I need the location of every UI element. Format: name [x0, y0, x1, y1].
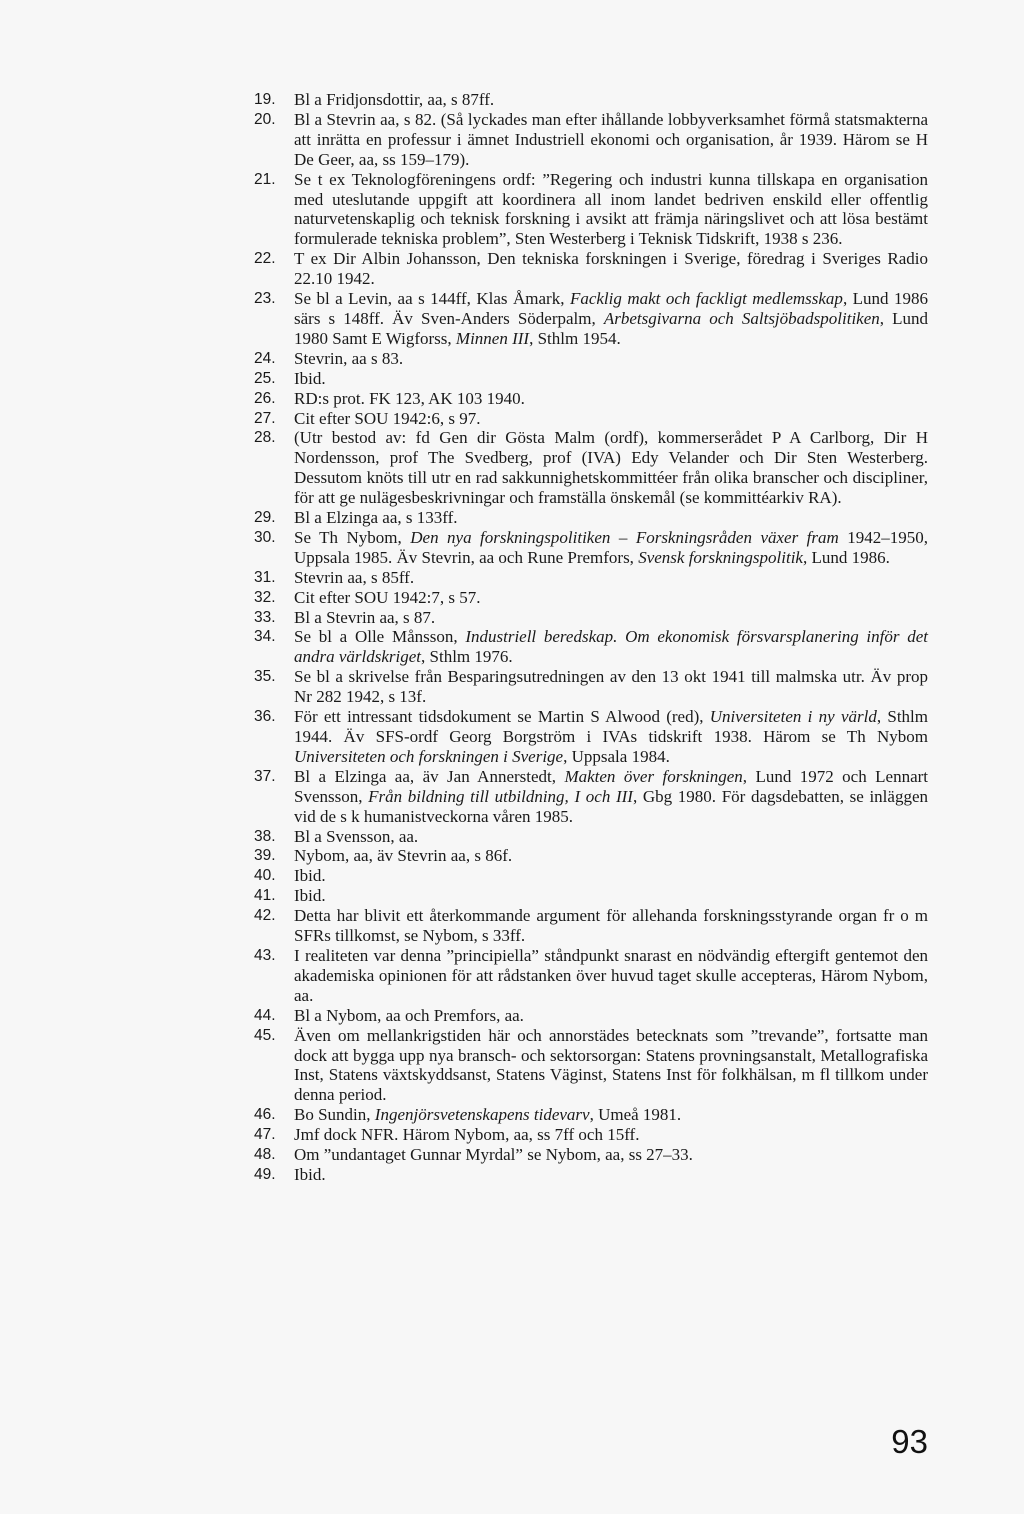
footnote-text-part: , Uppsala 1984.: [563, 746, 670, 766]
footnote-text-part: , Umeå 1981.: [589, 1105, 682, 1125]
footnote-title: Från bildning till utbildning, I och III: [368, 786, 633, 806]
footnote-text: Stevrin, aa s 83.: [294, 348, 404, 368]
footnote-number: 40.: [254, 867, 276, 885]
footnote-item: [254, 946, 928, 1006]
footnote-number: 23.: [254, 290, 276, 308]
footnote-number: 49.: [254, 1165, 276, 1183]
footnote-text: Cit efter SOU 1942:7, s 57.: [294, 587, 481, 607]
footnote-item: [254, 707, 928, 767]
footnote-text: Ibid.: [294, 886, 326, 906]
footnote-title: Ingenjörsvetenskapens tidevarv: [374, 1105, 590, 1125]
footnote-text: Om ”undantaget Gunnar Myrdal” se Nybom, aa, ss 27–33.: [294, 1145, 693, 1165]
footnote-number: 32.: [254, 588, 276, 606]
footnote-text-part: , Lund 1972 och Lennart Svensson,: [294, 766, 929, 806]
footnote-text: Även om mellankrigstiden här och annorstädes betecknats som ”trevande”, fortsatte man dock att bygga upp nya bransch- och sektorsorgan: Statens provningsanstalt, Metallografiska Inst, Statens växtskyddsanst, Statens Väginst, Statens Inst för folkhälsan, m fl tillkom under denna period.: [294, 1025, 928, 1105]
footnote-item: [254, 90, 928, 110]
footnote-item: [254, 170, 928, 250]
footnote-item: [254, 349, 928, 369]
footnote-number: 33.: [254, 608, 276, 626]
footnote-item: [254, 1006, 928, 1026]
footnote-number: 45.: [254, 1026, 276, 1044]
footnote-item: [254, 568, 928, 588]
footnote-title: Den nya forskningspolitiken – Forskningsråden växer fram: [410, 527, 839, 547]
footnote-item: [254, 110, 928, 170]
footnote-text-part: , Sthlm 1976.: [421, 647, 513, 667]
footnote-number: 21.: [254, 170, 276, 188]
footnote-number: 25.: [254, 369, 276, 387]
footnote-title: Arbetsgivarna och Saltsjöbadspolitiken: [603, 308, 880, 328]
footnote-number: 38.: [254, 827, 276, 845]
footnote-text: Bl a Svensson, aa.: [294, 826, 419, 846]
footnote-number: 27.: [254, 409, 276, 427]
footnote-item: [254, 249, 928, 289]
footnote-item: [254, 1105, 928, 1125]
footnote-item: [254, 846, 928, 866]
footnote-title: Industriell beredskap. Om ekonomisk försvarsplanering inför det andra världskriget: [294, 627, 928, 667]
footnote-text-part: Bl a Elzinga aa, äv Jan Annerstedt,: [294, 766, 565, 786]
footnote-text: Se bl a skrivelse från Besparingsutredningen av den 13 okt 1941 till malmska utr. Äv prop Nr 282 1942, s 13f.: [294, 667, 928, 707]
footnote-item: [254, 588, 928, 608]
footnote-number: 44.: [254, 1006, 276, 1024]
footnote-title: Universiteten och forskningen i Sverige: [294, 746, 564, 766]
footnote-number: 35.: [254, 668, 276, 686]
footnote-item: [254, 627, 928, 667]
footnote-item: [254, 886, 928, 906]
page-number: 93: [891, 1423, 928, 1460]
footnote-item: [254, 428, 928, 508]
footnote-number: 47.: [254, 1126, 276, 1144]
footnote-text: Ibid.: [294, 866, 326, 886]
footnote-text-part: Se bl a Olle Månsson,: [294, 627, 466, 647]
footnote-title: Svensk forskningspolitik: [638, 547, 803, 567]
footnote-text: Bl a Nybom, aa och Premfors, aa.: [294, 1005, 524, 1025]
footnote-text: Nybom, aa, äv Stevrin aa, s 86f.: [294, 846, 513, 866]
footnote-item: [254, 409, 928, 429]
footnote-number: 19.: [254, 91, 276, 108]
footnote-text: Se t ex Teknologföreningens ordf: ”Regering och industri kunna tillskapa en organisation med uteslutande uppgift att koordinera all inom landet bedriven enskild eller offentlig naturvetenskaplig och teknisk forskning i avsikt att främja näringslivet och att lösa bestämt formulerade tekniska problem”, Sten Westerberg i Teknisk Tidskrift, 1938 s 236.: [294, 169, 928, 249]
footnote-text: [294, 528, 928, 568]
footnote-number: 29.: [254, 509, 276, 527]
footnote-number: 22.: [254, 250, 276, 268]
footnote-number: 46.: [254, 1106, 276, 1124]
footnote-number: 24.: [254, 349, 276, 367]
footnote-number: 26.: [254, 389, 276, 407]
footnote-text: [294, 707, 928, 767]
footnote-text: T ex Dir Albin Johansson, Den tekniska forskningen i Sverige, föredrag i Sveriges Radio 22.10 1942.: [294, 249, 928, 289]
footnote-number: 42.: [254, 907, 276, 925]
footnote-number: 20.: [254, 110, 276, 128]
footnote-title: Minnen III: [455, 328, 530, 348]
footnote-text: [294, 627, 928, 667]
footnote-text: Bl a Elzinga aa, s 133ff.: [294, 508, 458, 528]
footnote-text: Bl a Stevrin aa, s 82. (Så lyckades man efter ihållande lobbyverksamhet förmå statsmakterna att inrätta en professur i ämnet Industriell ekonomi och organisation, år 1939. Härom se H De Geer, aa, ss 159–179).: [294, 109, 928, 169]
footnote-number: 48.: [254, 1146, 276, 1164]
footnote-title: Universiteten i ny värld: [709, 707, 877, 727]
footnote-text: Ibid.: [294, 368, 326, 388]
footnote-item: [254, 1165, 928, 1185]
footnote-number: 36.: [254, 708, 276, 726]
footnote-text: Ibid.: [294, 1164, 326, 1184]
footnote-number: 39.: [254, 847, 276, 865]
footnote-number: 31.: [254, 568, 276, 586]
footnote-text-part: , Lund 1986 särs s 148ff. Äv Sven-Anders Söderpalm,: [294, 289, 928, 328]
footnotes-list: [254, 90, 928, 1185]
footnote-item: [254, 608, 928, 628]
footnote-item: [254, 866, 928, 886]
footnote-item: [254, 369, 928, 389]
footnote-item: [254, 767, 928, 827]
footnote-text: Bl a Stevrin aa, s 87.: [294, 607, 436, 627]
footnote-text: [294, 289, 928, 349]
footnote-text: [294, 767, 928, 827]
footnote-text: RD:s prot. FK 123, AK 103 1940.: [294, 388, 525, 408]
footnote-text: (Utr bestod av: fd Gen dir Gösta Malm (ordf), kommerserådet P A Carlborg, Dir H Nordensson, prof The Svedberg, prof (IVA) Edy Velander och Dir Sten Westerberg. Dessutom knöts till utr en rad sakkunnighetskommittéer från olika branscher och discipliner, för att ge nulägesbeskrivningar och framställa önskemål (se kommittéarkiv RA).: [294, 428, 928, 508]
footnote-text: Detta har blivit ett återkommande argument för allehanda forskningsstyrande organ fr o m SFRs tillkomst, se Nybom, s 33ff.: [294, 906, 928, 946]
footnote-text-part: , Sthlm 1944. Äv SFS-ordf Georg Borgström i IVAs tidskrift 1938. Härom se Th Nybom: [294, 707, 928, 746]
footnote-item: [254, 289, 928, 349]
footnote-item: [254, 827, 928, 847]
footnote-number: 30.: [254, 528, 276, 546]
footnote-text-part: , Sthlm 1954.: [529, 328, 621, 348]
footnote-text-part: Bo Sundin,: [294, 1105, 375, 1125]
footnote-text: Bl a Fridjonsdottir, aa, s 87ff.: [294, 90, 495, 109]
footnote-text-part: , Gbg 1980. För dagsdebatten, se inläggen vid de s k humanistveckorna våren 1985.: [294, 786, 928, 826]
footnote-title: Makten över forskningen: [564, 766, 743, 786]
footnote-item: [254, 508, 928, 528]
footnote-item: [254, 528, 928, 568]
footnote-text: [294, 1105, 928, 1125]
footnote-text: I realiteten var denna ”principiella” ståndpunkt snarast en nödvändig eftergift gentemot den akademiska opinionen för att rådstanken över huvud taget skulle accepteras, Härom Nybom, aa.: [294, 945, 928, 1005]
footnote-item: [254, 667, 928, 707]
footnote-item: [254, 906, 928, 946]
footnote-text: Jmf dock NFR. Härom Nybom, aa, ss 7ff och 15ff.: [294, 1125, 640, 1145]
footnote-text-part: Se Th Nybom,: [294, 527, 411, 547]
footnote-text-part: 1942–1950, Uppsala 1985. Äv Stevrin, aa och Rune Premfors,: [294, 527, 929, 567]
footnote-item: [254, 389, 928, 409]
footnote-item: [254, 1125, 928, 1145]
footnote-text-part: , Lund 1980 Samt E Wigforss,: [294, 308, 928, 348]
footnote-number: 34.: [254, 628, 276, 646]
footnote-text-part: , Lund 1986.: [802, 547, 890, 567]
footnote-text-part: Se bl a Levin, aa s 144ff, Klas Åmark,: [294, 289, 570, 309]
footnote-item: [254, 1026, 928, 1106]
footnote-number: 37.: [254, 767, 276, 785]
footnote-item: [254, 1145, 928, 1165]
footnote-text: Cit efter SOU 1942:6, s 97.: [294, 408, 481, 428]
footnote-title: Facklig makt och fackligt medlemsskap: [569, 289, 843, 309]
footnote-text: Stevrin aa, s 85ff.: [294, 567, 415, 587]
footnote-text-part: För ett intressant tidsdokument se Martin S Alwood (red),: [294, 707, 710, 727]
footnote-number: 43.: [254, 946, 276, 964]
footnote-number: 41.: [254, 887, 276, 905]
footnote-number: 28.: [254, 429, 276, 447]
